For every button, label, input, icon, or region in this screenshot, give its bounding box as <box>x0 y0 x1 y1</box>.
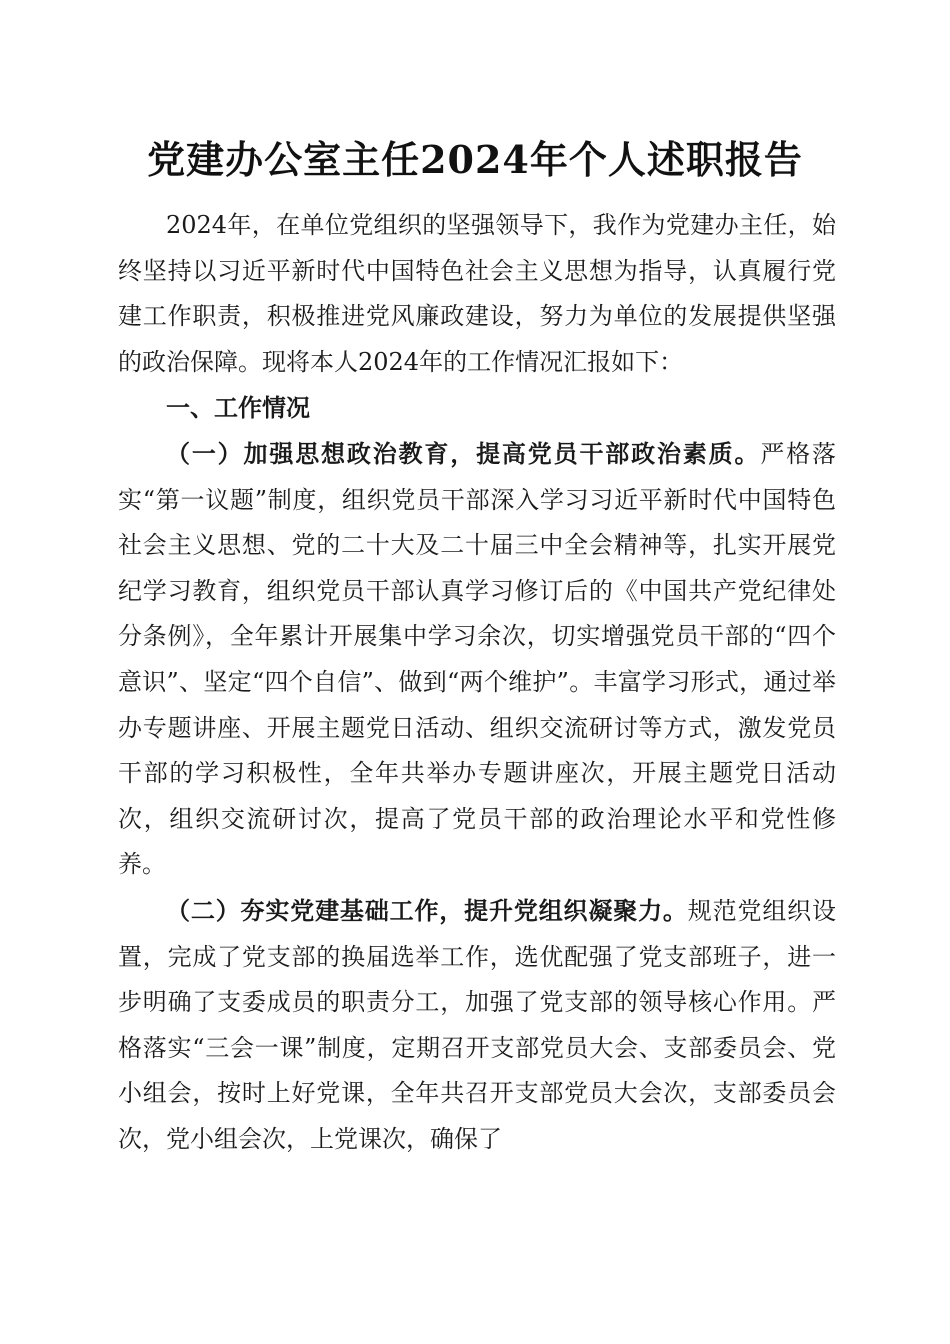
document-title: 党建办公室主任2024年个人述职报告 <box>147 137 803 182</box>
paragraph-2 <box>118 888 836 1163</box>
paragraph-1 <box>118 431 836 888</box>
paragraph-1-body: 严格落实“第一议题”制度，组织党员干部深入学习习近平新时代中国特色社会主义思想、党的二十大及二十届三中全会精神等，扎实开展党纪学习教育，组织党员干部认真学习修订后的《中国共产党纪律处分条例》，全年累计开展集中学习余次，切实增强党员干部的“四个意识”、坚定“四个自信”、做到“两个维护”。丰富学习形式，通过举办专题讲座、开展主题党日活动、组织交流研讨等方式，激发党员干部的学习积极性，全年共举办专题讲座次，开展主题党日活动次，组织交流研讨次，提高了党员干部的政治理论水平和党性修养。 <box>118 439 837 879</box>
paragraph-2-body: 规范党组织设置，完成了党支部的换届选举工作，选优配强了党支部班子，进一步明确了支委成员的职责分工，加强了党支部的领导核心作用。严格落实“三会一课”制度，定期召开支部党员大会、支部委员会、党小组会，按时上好党课，全年共召开支部党员大会次，支部委员会次，党小组会次，上党课次，确保了 <box>118 896 837 1153</box>
document-body <box>118 203 836 1162</box>
paragraph-1-lead: （一）加强思想政治教育，提高党员干部政治素质。 <box>166 438 761 468</box>
section-heading: 一、工作情况 <box>166 393 310 423</box>
paragraph-2-lead: （二）夯实党建基础工作，提升党组织凝聚力。 <box>166 895 688 925</box>
intro-paragraph: 2024年，在单位党组织的坚强领导下，我作为党建办主任，始终坚持以习近平新时代中国特色社会主义思想为指导，认真履行党建工作职责，积极推进党风廉政建设，努力为单位的发展提供坚强的政治保障。现将本人2024年的工作情况汇报如下： <box>118 211 836 376</box>
